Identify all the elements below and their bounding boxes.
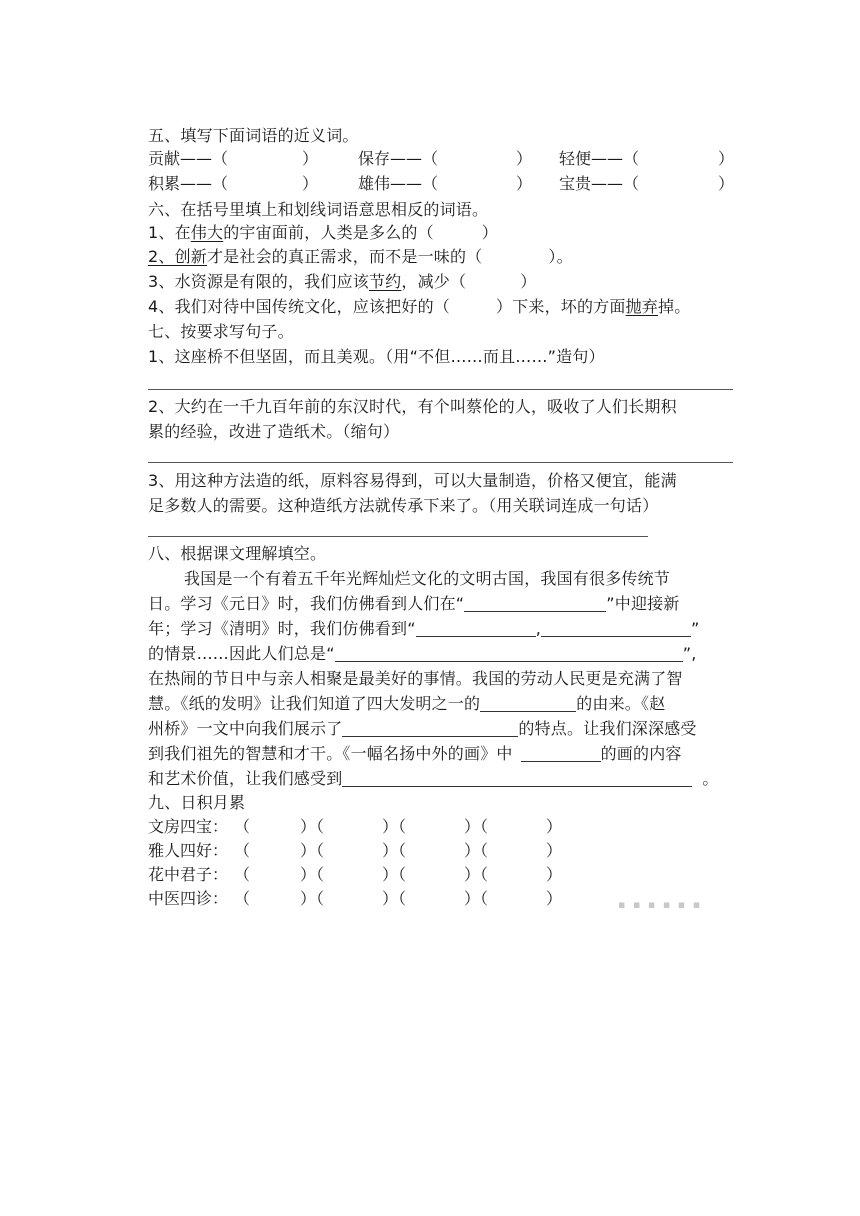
- sentence-question-3-line-1: 3、用这种方法造的纸，原料容易得到，可以大量制造，价格又便宜，能满: [148, 471, 677, 490]
- section-9-title: 九、日积月累: [148, 793, 246, 812]
- sentence-question-2-line-1: 2、大约在一千九百年前的东汉时代，有个叫蔡伦的人，吸收了人们长期积: [148, 397, 677, 416]
- text: ”中迎接新: [606, 594, 680, 613]
- paren-open: （: [234, 817, 251, 836]
- fill-blank[interactable]: [416, 619, 536, 637]
- sentence-question-1: 1、这座桥不但坚固，而且美观。（用“不但……而且……”造句）: [148, 347, 605, 366]
- text: ”,: [682, 644, 697, 663]
- text: ）: [520, 272, 537, 291]
- section-7-title: 七、按要求写句子。: [148, 322, 294, 341]
- paren-sep: ）（: [464, 865, 489, 884]
- paren-close: ）: [546, 817, 563, 836]
- paren-sep: ）（: [464, 889, 489, 908]
- underlined-word: 伟大: [190, 223, 224, 242]
- synonym-item: 雄伟——（: [358, 174, 439, 193]
- underlined-word: 抛弃: [625, 297, 658, 316]
- paren-open: （: [234, 841, 251, 860]
- section-8-title: 八、根据课文理解填空。: [148, 544, 327, 563]
- faint-watermark-marks: ▪ ▪ ▪ ▪ ▪ ▪: [618, 898, 703, 911]
- answer-line: [148, 536, 648, 537]
- text: 的宇宙面前，人类是多么的（: [223, 223, 434, 242]
- text: ）下来，坏的方面: [495, 297, 626, 316]
- underlined-word: 节约: [368, 272, 402, 291]
- text: 掉。: [658, 297, 691, 316]
- fill-blank[interactable]: [541, 619, 691, 637]
- reading-line: [148, 718, 697, 740]
- sentence-question-2-line-2: 累的经验，改进了造纸术。（缩句）: [148, 422, 400, 441]
- text: ，减少（: [401, 272, 467, 291]
- section-6-title: 六、在括号里填上和划线词语意思相反的词语。: [148, 200, 489, 219]
- text: 州桥》一文中向我们展示了: [148, 719, 343, 738]
- text: 慧。《纸的发明》让我们知道了四大发明之一的: [148, 694, 481, 713]
- antonym-question-3: [148, 271, 536, 293]
- reading-line: [148, 643, 696, 665]
- fill-blank[interactable]: [521, 744, 601, 762]
- text: 的画的内容: [600, 744, 682, 763]
- accumulation-row-label: 文房四宝：: [148, 817, 229, 836]
- synonym-item: 积累——（: [148, 174, 229, 193]
- reading-line: [148, 768, 719, 790]
- reading-line: 我国是一个有着五千年光辉灿烂文化的文明古国，我国有很多传统节: [184, 569, 671, 588]
- text: ,: [535, 619, 541, 638]
- paren-sep: ）（: [464, 817, 489, 836]
- accumulation-row-label: 中医四诊：: [148, 889, 229, 908]
- underlined-word: 2、创新: [148, 247, 207, 266]
- paren-sep: ）（: [464, 841, 489, 860]
- fill-blank[interactable]: [342, 769, 692, 787]
- accumulation-row-label: 雅人四好：: [148, 841, 229, 860]
- reading-line: [148, 593, 680, 615]
- reading-line: 在热闹的节日中与亲人相聚是最美好的事情。我国的劳动人民更是充满了智: [148, 669, 683, 688]
- sentence-question-3-line-2: 足多数人的需要。这种造纸方法就传承下来了。（用关联词连成一句话）: [148, 496, 659, 515]
- accumulation-row-label: 花中君子：: [148, 865, 229, 884]
- synonym-item: 保存——（: [358, 149, 439, 168]
- paren-open: （: [234, 889, 251, 908]
- fill-blank[interactable]: [335, 644, 683, 662]
- paren-sep: ）（: [382, 841, 407, 860]
- synonym-item: 宝贵——（: [559, 174, 640, 193]
- answer-line: [148, 389, 733, 390]
- text: 才是社会的真正需求，而不是一味的（: [206, 247, 483, 266]
- reading-line: [148, 743, 682, 765]
- text: 日。学习《元日》时，我们仿佛看到人们在“: [148, 594, 465, 613]
- text: ”: [691, 619, 700, 638]
- antonym-question-2: [148, 246, 573, 268]
- text: 3、水资源是有限的，我们应该: [148, 272, 369, 291]
- paren-sep: ）（: [382, 865, 407, 884]
- synonym-item: 贡献——（: [148, 149, 229, 168]
- paren-close: ）: [718, 149, 735, 168]
- text: 1、在: [148, 223, 191, 242]
- text: 的特点。让我们深深感受: [518, 719, 697, 738]
- text: 。: [702, 769, 719, 788]
- paren-close: ）: [516, 149, 533, 168]
- paren-open: （: [234, 865, 251, 884]
- fill-blank[interactable]: [342, 719, 518, 737]
- fill-blank[interactable]: [480, 694, 576, 712]
- paren-close: ）: [546, 865, 563, 884]
- text: 到我们祖先的智慧和才干。《一幅名扬中外的画》中: [148, 744, 513, 763]
- paren-close: ）: [302, 174, 319, 193]
- text: 和艺术价值，让我们感受到: [148, 769, 343, 788]
- synonym-item: 轻便——（: [559, 149, 640, 168]
- reading-line: [148, 618, 700, 640]
- text: 的由来。《赵: [576, 694, 666, 713]
- paren-close: ）: [302, 149, 319, 168]
- text: ）。: [548, 247, 573, 266]
- paren-sep: ）（: [300, 817, 325, 836]
- text: ）: [481, 223, 498, 242]
- paren-close: ）: [546, 889, 563, 908]
- paren-close: ）: [546, 841, 563, 860]
- paren-sep: ）（: [382, 817, 407, 836]
- paren-close: ）: [718, 174, 735, 193]
- answer-line: [148, 462, 733, 463]
- paren-sep: ）（: [300, 889, 325, 908]
- fill-blank[interactable]: [464, 594, 606, 612]
- paren-sep: ）（: [300, 865, 325, 884]
- antonym-question-1: [148, 222, 498, 244]
- text: 4、我们对待中国传统文化，应该把好的（: [148, 297, 450, 316]
- antonym-question-4: [148, 296, 690, 318]
- paren-sep: ）（: [300, 841, 325, 860]
- text: 年；学习《清明》时，我们仿佛看到“: [148, 619, 416, 638]
- paren-sep: ）（: [382, 889, 407, 908]
- reading-line: [148, 693, 665, 715]
- text: 的情景……因此人们总是“: [148, 644, 335, 663]
- paren-close: ）: [516, 174, 533, 193]
- section-5-title: 五、填写下面词语的近义词。: [148, 126, 359, 145]
